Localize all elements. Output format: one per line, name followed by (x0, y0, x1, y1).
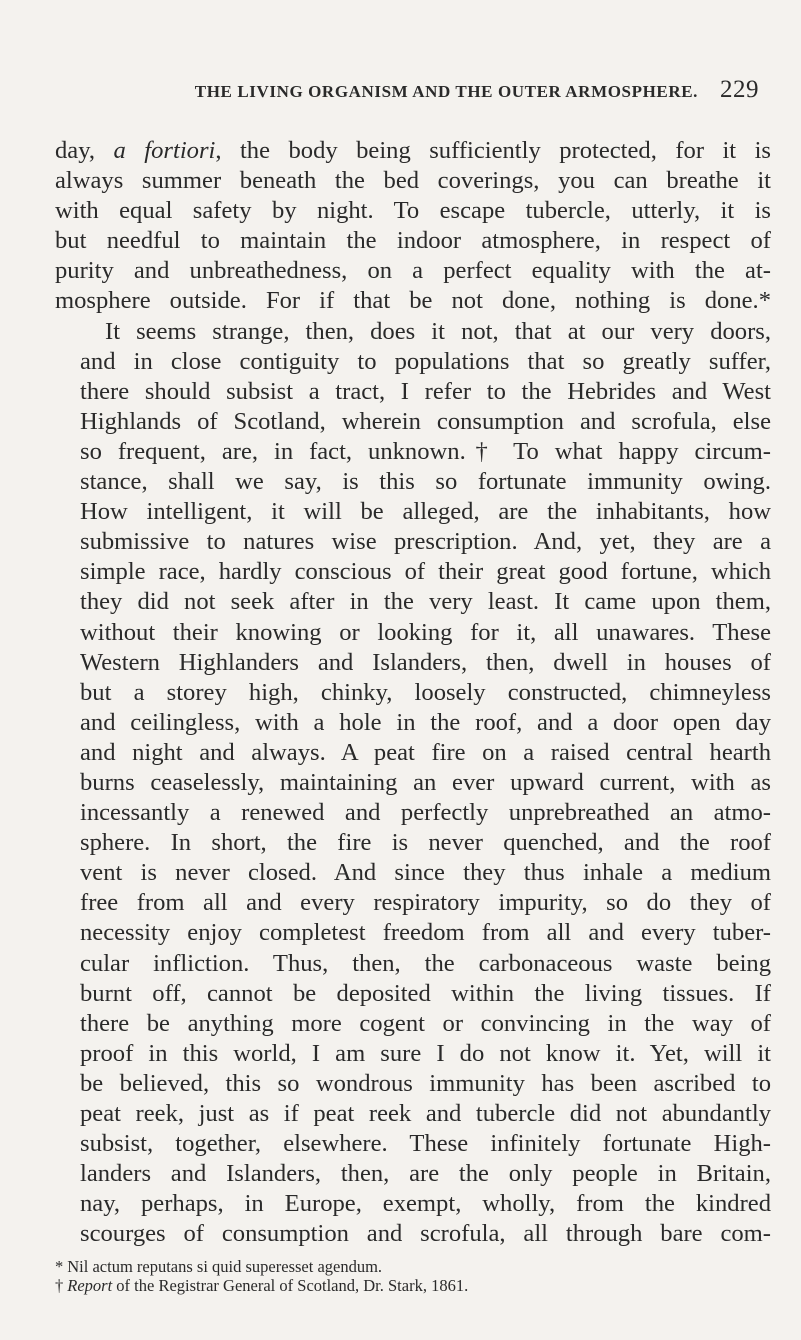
text-line: It seems strange, then, does it not, that at our very doors, (105, 317, 771, 345)
footnote-marker: * (55, 1257, 64, 1277)
footnote-text: Nil actum reputans si quid superesset agendum. (67, 1257, 383, 1277)
footnotes (55, 1257, 771, 1295)
text-line: cular infliction. Thus, then, the carbonaceous waste being (80, 949, 771, 977)
text-line: without their knowing or looking for it, all unawares. These (80, 618, 771, 646)
text-line: Highlands of Scotland, wherein consumption and scrofula, else (80, 407, 771, 435)
text-line: nay, perhaps, in Europe, exempt, wholly, from the kindred (80, 1190, 771, 1218)
page-number: 229 (720, 76, 759, 103)
text-line: but needful to maintain the indoor atmosphere, in respect of (55, 227, 771, 255)
text-line: there be anything more cogent or convincing in the way of (80, 1009, 771, 1037)
footnote-title: Report (67, 1276, 113, 1296)
text-line: always summer beneath the bed coverings, you can breathe it (55, 167, 771, 195)
text-line: they did not seek after in the very least. It came upon them, (80, 588, 771, 616)
running-title: THE LIVING ORGANISM AND THE OUTER ARMOSPHERE. (194, 82, 698, 101)
text-line: there should subsist a tract, I refer to the Hebrides and West (80, 377, 771, 405)
text-line: mosphere outside. For if that be not done, nothing is done.* (55, 287, 771, 315)
text-line: with equal safety by night. To escape tubercle, utterly, it is (55, 197, 771, 225)
footnote (55, 1257, 771, 1276)
text-line: so frequent, are, in fact, unknown.† To what happy circum- (80, 437, 771, 465)
text-line: scourges of consumption and scrofula, all through bare com- (80, 1220, 771, 1248)
text-line: proof in this world, I am sure I do not know it. Yet, will it (80, 1039, 771, 1067)
text-line: purity and unbreathedness, on a perfect equality with the at- (55, 257, 771, 285)
text-line: Western Highlanders and Islanders, then, dwell in houses of (80, 648, 771, 676)
text-line: subsist, together, elsewhere. These infinitely fortunate High- (80, 1130, 771, 1158)
text-line: peat reek, just as if peat reek and tubercle did not abundantly (80, 1100, 771, 1127)
footnote-marker: † (55, 1276, 64, 1296)
text-line: but a storey high, chinky, loosely constructed, chimneyless (80, 678, 771, 706)
text-line: be believed, this so wondrous immunity has been ascribed to (80, 1069, 771, 1097)
text-line: landers and Islanders, then, are the only people in Britain, (80, 1160, 771, 1188)
text-line: burnt off, cannot be deposited within the living tissues. If (80, 979, 771, 1007)
running-head (55, 76, 759, 112)
text-line: vent is never closed. And since they thus inhale a medium (80, 859, 771, 887)
text-line: and night and always. A peat fire on a raised central hearth (80, 738, 771, 766)
text-line: burns ceaselessly, maintaining an ever upward current, with as (80, 768, 771, 796)
text-line: day, a fortiori, the body being sufficiently protected, for it is (55, 137, 771, 164)
footnote-text: of the Registrar General of Scotland, Dr. Stark, 1861. (116, 1276, 469, 1296)
text-line: and in close contiguity to populations that so greatly suffer, (80, 347, 771, 375)
text-line: submissive to natures wise prescription. And, yet, they are a (80, 528, 771, 556)
footnote (55, 1276, 771, 1295)
text-line: simple race, hardly conscious of their great good fortune, which (80, 558, 771, 586)
paragraph (55, 317, 771, 1250)
text-line: incessantly a renewed and perfectly unprebreathed an atmo- (80, 799, 771, 827)
paragraph (55, 136, 771, 317)
text-line: sphere. In short, the fire is never quenched, and the roof (80, 829, 771, 857)
body-text (55, 136, 771, 1249)
text-line: stance, shall we say, is this so fortunate immunity owing. (80, 468, 771, 496)
text-line: necessity enjoy completest freedom from all and every tuber- (80, 919, 771, 947)
text-line: How intelligent, it will be alleged, are the inhabitants, how (80, 498, 771, 526)
text-line: and ceilingless, with a hole in the roof, and a door open day (80, 708, 771, 736)
text-line: free from all and every respiratory impurity, so do they of (80, 889, 771, 917)
